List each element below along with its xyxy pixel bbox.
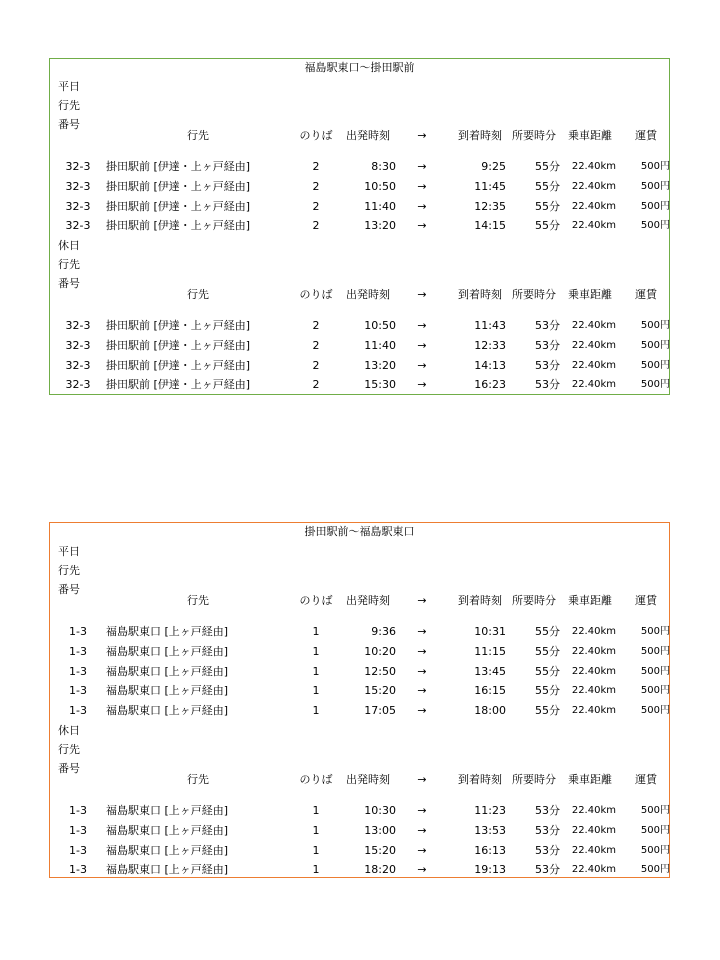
header-departure: 出発時刻 [346, 594, 390, 607]
header-destination: 行先 [187, 594, 209, 607]
route-number-label-1: 行先 [58, 99, 80, 112]
timetable-row [50, 841, 669, 861]
fare: 500円 [640, 645, 670, 657]
distance: 22.40km [571, 320, 616, 331]
arrival-time: 11:43 [474, 319, 506, 332]
destination: 掛田駅前 [伊達・上ヶ戸経由] [106, 358, 251, 372]
header-distance: 乗車距離 [568, 594, 612, 607]
arrow-icon: → [417, 644, 427, 658]
route-number: 32-3 [65, 199, 91, 213]
timetable-rows [50, 316, 669, 395]
duration: 53分 [535, 863, 560, 877]
duration: 55分 [535, 179, 560, 193]
fare: 500円 [640, 844, 670, 856]
header-fare: 運賃 [635, 129, 657, 142]
arrival-time: 12:33 [474, 338, 506, 352]
timetable-row [50, 622, 669, 642]
departure-time: 12:50 [364, 664, 396, 678]
route-number: 1-3 [69, 664, 87, 678]
route-number: 1-3 [69, 843, 87, 857]
platform: 1 [312, 863, 320, 877]
header-platform: のりば [299, 594, 333, 607]
timetable-rows [50, 157, 669, 236]
route-number: 1-3 [69, 644, 87, 658]
platform: 1 [312, 804, 320, 817]
departure-time: 18:20 [364, 863, 396, 877]
timetable-title: 福島駅東口～掛田駅前 [304, 61, 415, 74]
arrival-time: 11:45 [474, 179, 506, 193]
fare: 500円 [640, 180, 670, 192]
arrow-icon: → [417, 684, 427, 698]
duration: 55分 [535, 644, 560, 658]
timetable-row [50, 642, 669, 662]
route-number-label-1: 行先 [58, 564, 80, 577]
arrival-time: 9:25 [481, 160, 506, 173]
distance: 22.40km [571, 200, 616, 212]
platform: 2 [312, 358, 320, 372]
timetable-row [50, 801, 669, 821]
platform: 2 [312, 338, 320, 352]
timetable-row [50, 662, 669, 682]
destination: 掛田駅前 [伊達・上ヶ戸経由] [106, 378, 251, 392]
timetable-row [50, 681, 669, 701]
distance: 22.40km [571, 685, 616, 697]
arrival-time: 10:31 [474, 625, 506, 638]
arrival-time: 11:23 [474, 804, 506, 817]
column-header-row [50, 127, 669, 145]
header-departure: 出発時刻 [346, 773, 390, 786]
arrival-time: 13:53 [474, 823, 506, 837]
fare: 500円 [640, 200, 670, 212]
departure-time: 13:00 [364, 823, 396, 837]
header-destination: 行先 [187, 288, 209, 301]
destination: 掛田駅前 [伊達・上ヶ戸経由] [106, 319, 251, 332]
route-number: 1-3 [69, 704, 87, 718]
departure-time: 13:20 [364, 219, 396, 233]
header-departure: 出発時刻 [346, 288, 390, 301]
fare: 500円 [640, 359, 670, 371]
header-fare: 運賃 [635, 594, 657, 607]
arrival-time: 16:13 [474, 843, 506, 857]
departure-time: 15:30 [364, 378, 396, 392]
arrival-time: 12:35 [474, 199, 506, 213]
fare: 500円 [640, 320, 670, 331]
arrow-icon: → [417, 179, 427, 193]
header-departure: 出発時刻 [346, 129, 390, 142]
route-number: 1-3 [69, 823, 87, 837]
destination: 掛田駅前 [伊達・上ヶ戸経由] [106, 219, 251, 233]
header-arrow: → [417, 773, 427, 786]
platform: 2 [312, 199, 320, 213]
route-number-label-1: 行先 [58, 258, 80, 271]
day-type: 休日 [58, 239, 80, 252]
destination: 掛田駅前 [伊達・上ヶ戸経由] [106, 338, 251, 352]
arrival-time: 14:15 [474, 219, 506, 233]
departure-time: 10:30 [364, 804, 396, 817]
timetable-row [50, 197, 669, 217]
platform: 1 [312, 684, 320, 698]
arrow-icon: → [417, 823, 427, 837]
arrow-icon: → [417, 863, 427, 877]
departure-time: 10:50 [364, 319, 396, 332]
header-platform: のりば [299, 773, 333, 786]
header-arrow: → [417, 594, 427, 607]
platform: 1 [312, 704, 320, 718]
route-number: 32-3 [65, 219, 91, 233]
arrow-icon: → [417, 704, 427, 718]
arrow-icon: → [417, 625, 427, 638]
route-number-label-2: 番号 [58, 277, 80, 290]
duration: 53分 [535, 843, 560, 857]
destination: 福島駅東口 [上ヶ戸経由] [106, 625, 229, 638]
route-number: 1-3 [69, 804, 87, 817]
departure-time: 8:30 [371, 160, 396, 173]
header-duration: 所要時分 [512, 773, 556, 786]
destination: 福島駅東口 [上ヶ戸経由] [106, 684, 229, 698]
distance: 22.40km [571, 339, 616, 351]
duration: 53分 [535, 319, 560, 332]
distance: 22.40km [571, 161, 616, 172]
distance: 22.40km [571, 645, 616, 657]
timetable-title: 掛田駅前～福島駅東口 [304, 525, 415, 538]
duration: 55分 [535, 160, 560, 173]
route-number: 1-3 [69, 863, 87, 877]
timetable-row [50, 177, 669, 197]
platform: 2 [312, 378, 320, 392]
platform: 2 [312, 179, 320, 193]
departure-time: 17:05 [364, 704, 396, 718]
arrow-icon: → [417, 378, 427, 392]
fare: 500円 [640, 824, 670, 836]
duration: 55分 [535, 664, 560, 678]
duration: 53分 [535, 378, 560, 392]
destination: 福島駅東口 [上ヶ戸経由] [106, 704, 229, 718]
timetable-row [50, 821, 669, 841]
destination: 掛田駅前 [伊達・上ヶ戸経由] [106, 199, 251, 213]
fare: 500円 [640, 161, 670, 172]
fare: 500円 [640, 805, 670, 816]
distance: 22.40km [571, 220, 616, 232]
arrow-icon: → [417, 319, 427, 332]
route-number-label-2: 番号 [58, 583, 80, 596]
timetable-rows [50, 801, 669, 880]
timetable-row [50, 356, 669, 376]
header-distance: 乗車距離 [568, 288, 612, 301]
destination: 福島駅東口 [上ヶ戸経由] [106, 804, 229, 817]
header-distance: 乗車距離 [568, 773, 612, 786]
platform: 1 [312, 644, 320, 658]
distance: 22.40km [571, 180, 616, 192]
column-header-row [50, 771, 669, 789]
header-fare: 運賃 [635, 288, 657, 301]
route-number: 1-3 [69, 684, 87, 698]
distance: 22.40km [571, 359, 616, 371]
duration: 53分 [535, 358, 560, 372]
header-arrival: 到着時刻 [458, 288, 502, 301]
route-number: 32-3 [65, 179, 91, 193]
route-number: 32-3 [65, 338, 91, 352]
timetable-row [50, 336, 669, 356]
platform: 2 [312, 219, 320, 233]
distance: 22.40km [571, 626, 616, 637]
route-number-label-1: 行先 [58, 743, 80, 756]
arrow-icon: → [417, 804, 427, 817]
header-platform: のりば [299, 288, 333, 301]
destination: 福島駅東口 [上ヶ戸経由] [106, 664, 229, 678]
departure-time: 15:20 [364, 684, 396, 698]
arrow-icon: → [417, 160, 427, 173]
timetable-row [50, 375, 669, 395]
duration: 55分 [535, 625, 560, 638]
duration: 53分 [535, 338, 560, 352]
day-type: 休日 [58, 724, 80, 737]
duration: 53分 [535, 823, 560, 837]
destination: 福島駅東口 [上ヶ戸経由] [106, 823, 229, 837]
distance: 22.40km [571, 665, 616, 677]
route-number: 32-3 [65, 378, 91, 392]
day-type-label [58, 77, 98, 134]
duration: 55分 [535, 199, 560, 213]
duration: 55分 [535, 704, 560, 718]
header-arrow: → [417, 288, 427, 301]
distance: 22.40km [571, 379, 616, 391]
platform: 1 [312, 664, 320, 678]
departure-time: 10:50 [364, 179, 396, 193]
arrival-time: 11:15 [474, 644, 506, 658]
destination: 福島駅東口 [上ヶ戸経由] [106, 644, 229, 658]
arrival-time: 16:23 [474, 378, 506, 392]
fare: 500円 [640, 705, 670, 717]
departure-time: 9:36 [371, 625, 396, 638]
distance: 22.40km [571, 705, 616, 717]
timetable-row [50, 216, 669, 236]
header-arrival: 到着時刻 [458, 129, 502, 142]
header-arrival: 到着時刻 [458, 594, 502, 607]
fare: 500円 [640, 220, 670, 232]
arrow-icon: → [417, 219, 427, 233]
platform: 1 [312, 843, 320, 857]
arrival-time: 13:45 [474, 664, 506, 678]
departure-time: 11:40 [364, 338, 396, 352]
column-header-row [50, 286, 669, 304]
header-platform: のりば [299, 129, 333, 142]
destination: 福島駅東口 [上ヶ戸経由] [106, 843, 229, 857]
arrow-icon: → [417, 338, 427, 352]
header-duration: 所要時分 [512, 129, 556, 142]
departure-time: 11:40 [364, 199, 396, 213]
duration: 53分 [535, 804, 560, 817]
header-arrow: → [417, 129, 427, 142]
timetable-row [50, 157, 669, 177]
timetable-row [50, 316, 669, 336]
timetable-row [50, 860, 669, 880]
arrival-time: 18:00 [474, 704, 506, 718]
timetable-panel-outbound [49, 58, 670, 395]
fare: 500円 [640, 379, 670, 391]
route-number: 1-3 [69, 625, 87, 638]
departure-time: 10:20 [364, 644, 396, 658]
destination: 掛田駅前 [伊達・上ヶ戸経由] [106, 179, 251, 193]
header-duration: 所要時分 [512, 594, 556, 607]
duration: 55分 [535, 684, 560, 698]
platform: 2 [312, 319, 320, 332]
fare: 500円 [640, 339, 670, 351]
route-number: 32-3 [65, 358, 91, 372]
fare: 500円 [640, 685, 670, 697]
fare: 500円 [640, 626, 670, 637]
destination: 掛田駅前 [伊達・上ヶ戸経由] [106, 160, 251, 173]
distance: 22.40km [571, 824, 616, 836]
timetable-panel-return [49, 522, 670, 878]
route-number: 32-3 [65, 319, 91, 332]
arrival-time: 19:13 [474, 863, 506, 877]
distance: 22.40km [571, 864, 616, 876]
arrow-icon: → [417, 358, 427, 372]
header-fare: 運賃 [635, 773, 657, 786]
duration: 55分 [535, 219, 560, 233]
header-duration: 所要時分 [512, 288, 556, 301]
arrow-icon: → [417, 843, 427, 857]
day-type-label [58, 721, 98, 778]
arrow-icon: → [417, 664, 427, 678]
day-type: 平日 [58, 545, 80, 558]
column-header-row [50, 592, 669, 610]
distance: 22.40km [571, 805, 616, 816]
arrival-time: 16:15 [474, 684, 506, 698]
header-arrival: 到着時刻 [458, 773, 502, 786]
arrival-time: 14:13 [474, 358, 506, 372]
header-destination: 行先 [187, 129, 209, 142]
arrow-icon: → [417, 199, 427, 213]
destination: 福島駅東口 [上ヶ戸経由] [106, 863, 229, 877]
platform: 1 [312, 823, 320, 837]
fare: 500円 [640, 665, 670, 677]
fare: 500円 [640, 864, 670, 876]
day-type-label [58, 542, 98, 599]
platform: 1 [312, 625, 320, 638]
platform: 2 [312, 160, 320, 173]
route-number-label-2: 番号 [58, 118, 80, 131]
day-type-label [58, 236, 98, 293]
header-distance: 乗車距離 [568, 129, 612, 142]
timetable-row [50, 701, 669, 721]
departure-time: 15:20 [364, 843, 396, 857]
timetable-rows [50, 622, 669, 721]
route-number-label-2: 番号 [58, 762, 80, 775]
day-type: 平日 [58, 80, 80, 93]
distance: 22.40km [571, 844, 616, 856]
route-number: 32-3 [65, 160, 91, 173]
header-destination: 行先 [187, 773, 209, 786]
departure-time: 13:20 [364, 358, 396, 372]
